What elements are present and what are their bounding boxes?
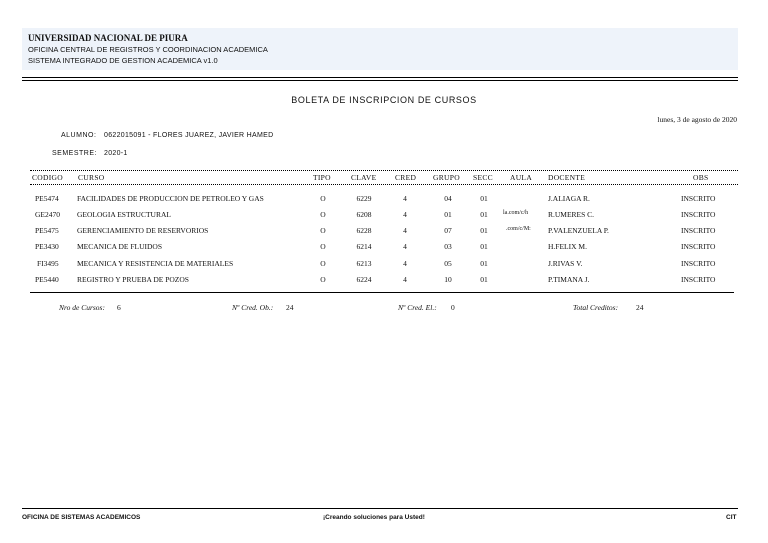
col-aula: AULA — [510, 173, 533, 182]
col-secc: SECC — [473, 173, 493, 182]
cell-docente: H.FELIX M. — [548, 242, 587, 251]
cell-codigo: GE2470 — [35, 210, 60, 219]
cell-docente: P.VALENZUELA P. — [548, 226, 609, 235]
cell-codigo: PE3430 — [35, 242, 59, 251]
table-row — [0, 259, 768, 273]
cred-el-value: 0 — [451, 303, 455, 312]
system-name: SISTEMA INTEGRADO DE GESTION ACADEMICA v1.0 — [28, 56, 218, 65]
col-clave: CLAVE — [351, 173, 377, 182]
footer-left: OFICINA DE SISTEMAS ACADEMICOS — [22, 514, 141, 521]
cell-grupo: 07 — [444, 226, 452, 235]
cell-tipo: O — [320, 210, 326, 219]
table-header-rule-top — [30, 170, 738, 171]
total-credits-value: 24 — [636, 303, 644, 312]
document-title: BOLETA DE INSCRIPCION DE CURSOS — [291, 95, 477, 105]
cell-obs: INSCRITO — [681, 275, 716, 284]
cell-codigo: PE5474 — [35, 194, 59, 203]
footer-center: ¡Creando soluciones para Usted! — [323, 514, 425, 521]
cell-tipo: O — [320, 242, 326, 251]
courses-count-value: 6 — [117, 303, 121, 312]
cell-cred: 4 — [403, 226, 407, 235]
cell-secc: 01 — [480, 226, 488, 235]
cell-grupo: 01 — [444, 210, 452, 219]
student-label: ALUMNO: — [61, 132, 97, 139]
semester-value: 2020-1 — [104, 150, 128, 157]
cell-aula: la.com/c/h — [503, 210, 529, 216]
table-row — [0, 226, 768, 240]
cell-clave: 6228 — [356, 226, 372, 235]
col-obs: OBS — [693, 173, 709, 182]
cell-codigo: FI3495 — [37, 259, 59, 268]
cred-ob-label: Nº Cred. Ob.: — [232, 303, 274, 312]
col-docente: DOCENTE — [548, 173, 586, 182]
office-name: OFICINA CENTRAL DE REGISTROS Y COORDINACION ACADEMICA — [28, 45, 268, 54]
cell-curso: FACILIDADES DE PRODUCCION DE PETROLEO Y GAS — [77, 194, 264, 203]
cell-cred: 4 — [403, 242, 407, 251]
cell-obs: INSCRITO — [681, 226, 716, 235]
table-bottom-rule — [30, 292, 734, 293]
cell-cred: 4 — [403, 194, 407, 203]
col-codigo: CODIGO — [32, 173, 63, 182]
table-row — [0, 194, 768, 208]
document-date: lunes, 3 de agosto de 2020 — [657, 115, 737, 124]
table-header-rule-bottom — [30, 184, 738, 185]
cell-tipo: O — [320, 259, 326, 268]
cell-docente: J.RIVAS V. — [548, 259, 583, 268]
cell-clave: 6229 — [356, 194, 372, 203]
cred-ob-value: 24 — [286, 303, 294, 312]
cell-tipo: O — [320, 226, 326, 235]
table-row — [0, 210, 768, 224]
col-tipo: TIPO — [313, 173, 331, 182]
footer-rule — [22, 508, 738, 509]
cell-secc: 01 — [480, 275, 488, 284]
cell-docente: R.UMERES C. — [548, 210, 595, 219]
cell-secc: 01 — [480, 242, 488, 251]
cell-docente: P.TIMANA J. — [548, 275, 590, 284]
cell-curso: MECANICA DE FLUIDOS — [77, 242, 163, 251]
student-value: 0622015091 - FLORES JUAREZ, JAVIER HAMED — [104, 132, 274, 139]
total-credits-label: Total Creditos: — [573, 303, 619, 312]
cell-docente: J.ALIAGA R. — [548, 194, 590, 203]
cell-cred: 4 — [403, 210, 407, 219]
header-rule-bottom — [22, 80, 738, 81]
cell-cred: 4 — [403, 275, 407, 284]
cell-curso: MECANICA Y RESISTENCIA DE MATERIALES — [77, 259, 234, 268]
cell-obs: INSCRITO — [681, 242, 716, 251]
cell-tipo: O — [320, 194, 326, 203]
cell-curso: GERENCIAMIENTO DE RESERVORIOS — [77, 226, 209, 235]
cell-grupo: 04 — [444, 194, 452, 203]
university-name: UNIVERSIDAD NACIONAL DE PIURA — [28, 33, 188, 43]
courses-count-label: Nro de Cursos: — [59, 303, 105, 312]
col-grupo: GRUPO — [433, 173, 460, 182]
cell-tipo: O — [320, 275, 326, 284]
cell-grupo: 10 — [444, 275, 452, 284]
cell-grupo: 03 — [444, 242, 452, 251]
cell-obs: INSCRITO — [681, 194, 716, 203]
cell-curso: GEOLOGIA ESTRUCTURAL — [77, 210, 171, 219]
footer-right: CIT — [726, 514, 737, 521]
col-cred: CRED — [395, 173, 417, 182]
cell-secc: 01 — [480, 210, 488, 219]
col-curso: CURSO — [78, 173, 105, 182]
cell-secc: 01 — [480, 259, 488, 268]
header-rule-top — [22, 77, 738, 78]
cell-curso: REGISTRO Y PRUEBA DE POZOS — [77, 275, 189, 284]
cell-clave: 6214 — [356, 242, 372, 251]
table-row — [0, 275, 768, 289]
cell-cred: 4 — [403, 259, 407, 268]
cell-codigo: PE5440 — [35, 275, 59, 284]
cell-clave: 6213 — [356, 259, 372, 268]
cell-aula: .com/c/M: — [506, 226, 531, 232]
cell-obs: INSCRITO — [681, 259, 716, 268]
cell-obs: INSCRITO — [681, 210, 716, 219]
cell-grupo: 05 — [444, 259, 452, 268]
cell-codigo: PE5475 — [35, 226, 59, 235]
semester-label: SEMESTRE: — [52, 150, 97, 157]
cred-el-label: Nº Cred. El.: — [398, 303, 437, 312]
cell-clave: 6208 — [356, 210, 372, 219]
table-row — [0, 242, 768, 256]
cell-secc: 01 — [480, 194, 488, 203]
cell-clave: 6224 — [356, 275, 372, 284]
